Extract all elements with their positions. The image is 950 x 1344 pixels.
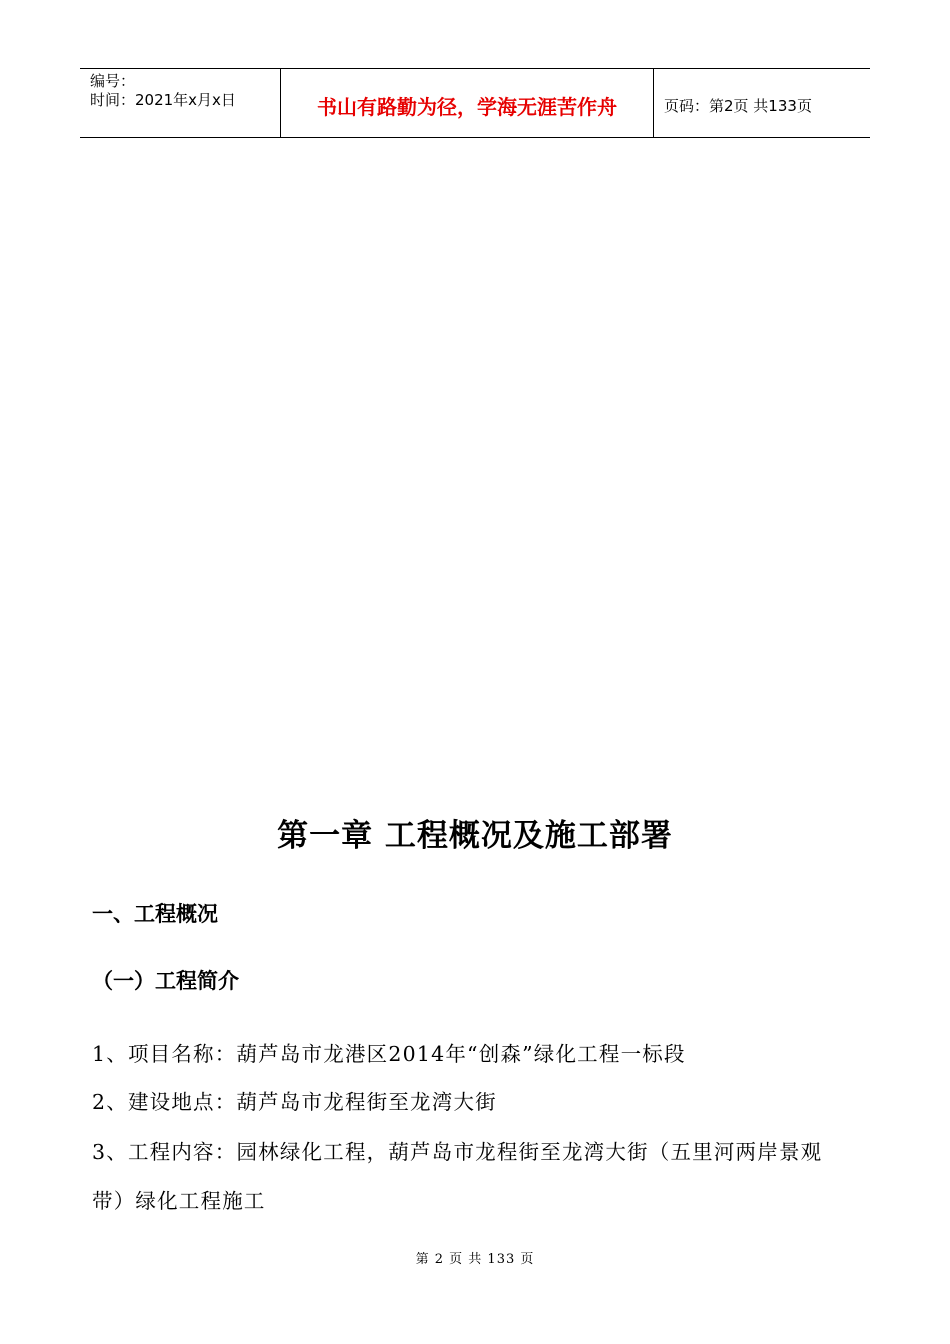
header-meta-cell	[80, 69, 281, 137]
document-header	[80, 68, 870, 138]
header-page-info: 页码：第2页 共133页	[664, 96, 812, 115]
header-motto: 书山有路勤为径，学海无涯苦作舟	[317, 94, 617, 119]
header-motto-cell	[281, 69, 654, 137]
page-footer: 第 2 页 共 133 页	[415, 1252, 535, 1267]
document-number-label: 编号：	[90, 72, 136, 90]
subsection-heading: （一）工程简介	[92, 969, 239, 993]
chapter-title: 第一章 工程概况及施工部署	[277, 818, 673, 854]
body-line-project-name: 1、项目名称：葫芦岛市龙港区2014年“创森”绿化工程一标段	[92, 1042, 686, 1066]
document-time-label: 时间：2021年x月x日	[90, 91, 236, 109]
body-line-content-continued: 带）绿化工程施工	[92, 1189, 266, 1213]
body-line-location: 2、建设地点：葫芦岛市龙程街至龙湾大街	[92, 1090, 497, 1114]
header-page-cell	[654, 69, 870, 137]
body-line-content: 3、工程内容：园林绿化工程，葫芦岛市龙程街至龙湾大街（五里河两岸景观	[92, 1140, 823, 1164]
section-heading: 一、工程概况	[92, 902, 218, 926]
